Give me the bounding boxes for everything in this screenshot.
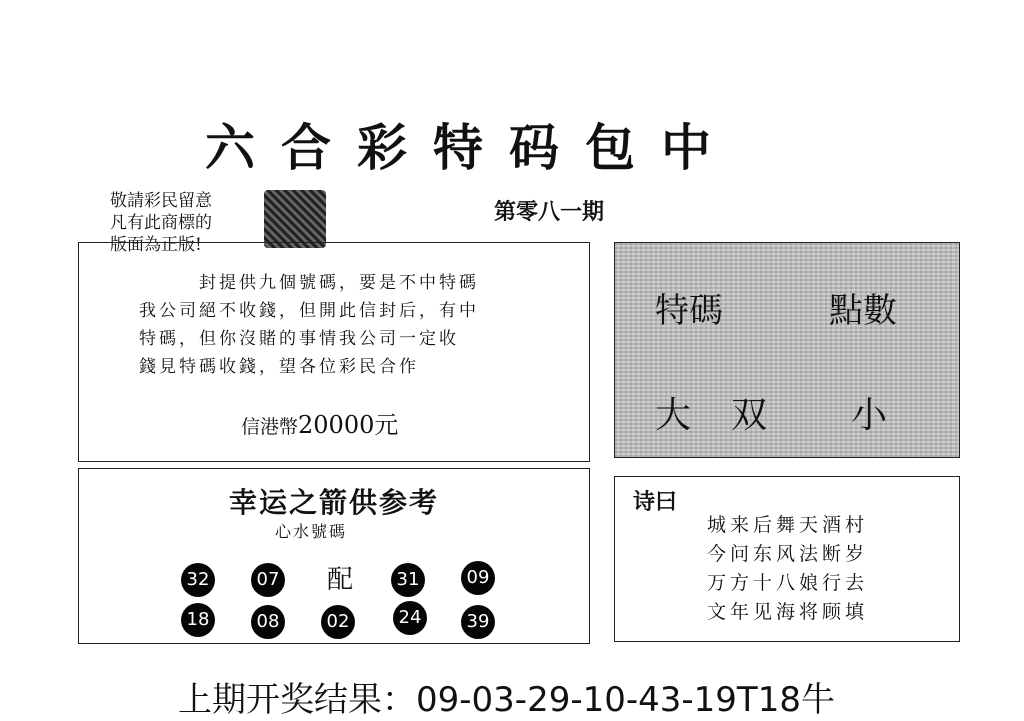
- poem-line: 万方十八娘行去: [707, 572, 869, 594]
- poem-heading: 诗曰: [633, 490, 678, 515]
- number-ball: 07: [251, 563, 285, 597]
- previous-draw-result: 上期开奖结果：09-03-29-10-43-19T18牛: [178, 680, 835, 720]
- special-value-small: 小: [851, 395, 888, 436]
- lucky-heading: 幸运之箭供参考: [228, 486, 439, 519]
- notice-line: 版面為正版!: [110, 235, 202, 255]
- deposit-amount: 20000元: [298, 411, 399, 439]
- guarantee-box: [78, 242, 590, 462]
- deposit-label: 信港幣: [241, 416, 299, 438]
- poem-line: 文年见海将顾填: [707, 601, 869, 623]
- points-label: 點數: [829, 291, 897, 331]
- issue-number: 第零八一期: [494, 199, 605, 225]
- guarantee-text: [139, 269, 479, 381]
- lucky-numbers-box: [78, 468, 590, 644]
- number-ball: 39: [461, 605, 495, 639]
- pei-label: 配: [327, 565, 354, 595]
- special-value-big: 大: [655, 395, 692, 436]
- poem-line: 今问东风法断岁: [707, 543, 869, 565]
- special-code-label: 特碼: [655, 291, 723, 331]
- poem-text: [707, 511, 868, 627]
- number-ball: 31: [391, 563, 425, 597]
- number-ball: 08: [251, 605, 285, 639]
- guarantee-line: 我公司絕不收錢，但開此信封后，有中: [139, 301, 479, 321]
- poem-line: 城来后舞天酒村: [707, 514, 869, 536]
- trademark-stamp-icon: [264, 190, 326, 248]
- special-value-double: 双: [731, 395, 768, 436]
- number-ball: 24: [393, 601, 427, 635]
- notice-line: 敬請彩民留意: [110, 191, 212, 211]
- number-ball: 02: [321, 605, 355, 639]
- number-ball: 32: [181, 563, 215, 597]
- guarantee-line: 封提供九個號碼，要是不中特碼: [199, 273, 479, 293]
- notice-line: 凡有此商標的: [110, 213, 212, 233]
- special-code-box: [614, 242, 960, 458]
- deposit: [241, 405, 398, 440]
- page-title: 六合彩特码包中: [205, 119, 737, 177]
- lucky-subheading: 心水號碼: [275, 522, 348, 541]
- guarantee-line: 錢見特碼收錢，望各位彩民合作: [139, 357, 419, 377]
- number-ball: 09: [461, 561, 495, 595]
- poem-box: [614, 476, 960, 642]
- guarantee-line: 特碼，但你沒賭的事情我公司一定收: [139, 329, 459, 349]
- number-ball: 18: [181, 603, 215, 637]
